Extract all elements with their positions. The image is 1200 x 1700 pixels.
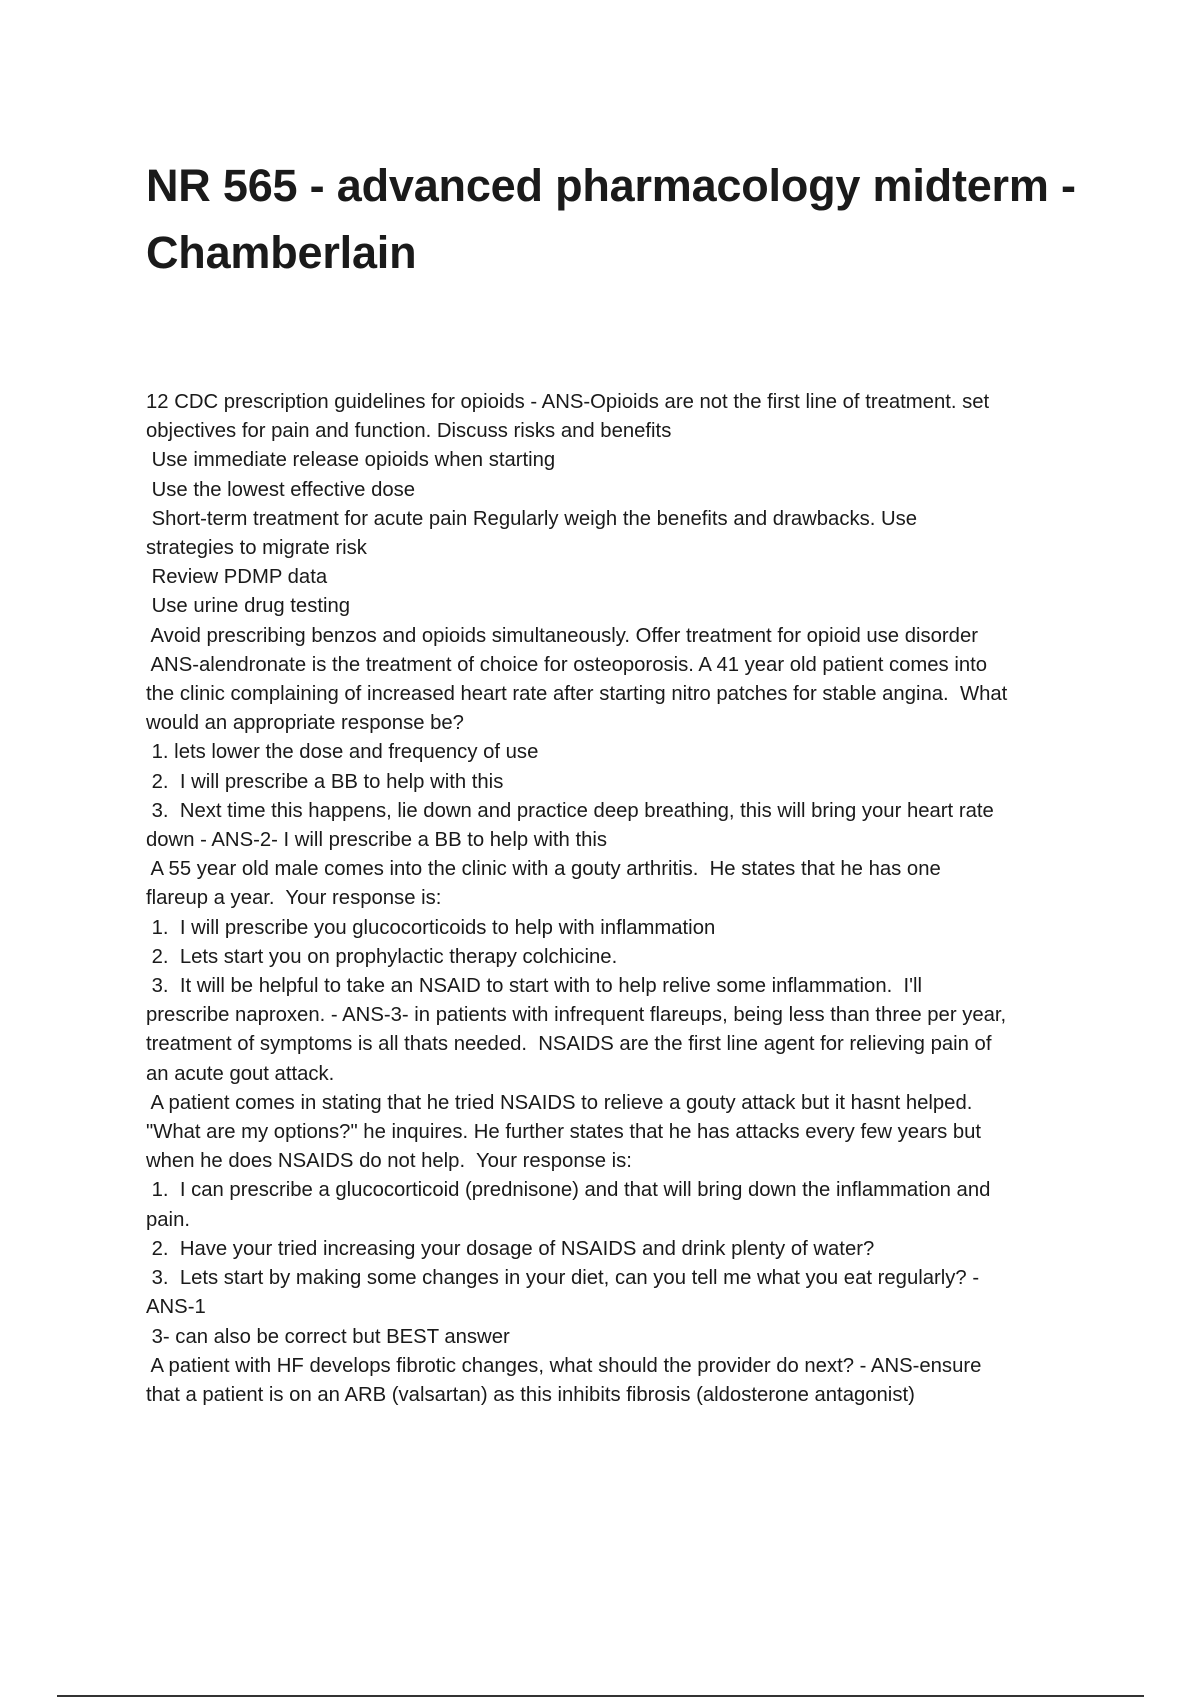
text-line: 12 CDC prescription guidelines for opioids - ANS-Opioids are not the first line of treatment. set [146, 391, 990, 413]
document-body [146, 388, 1092, 1410]
document-title: NR 565 - advanced pharmacology midterm - Chamberlain [146, 160, 1076, 278]
text-line: Use the lowest effective dose [146, 478, 416, 501]
footer-divider [57, 1695, 1144, 1697]
text-line: down - ANS-2- I will prescribe a BB to help with this [146, 829, 608, 852]
text-line: Use urine drug testing [146, 595, 351, 618]
text-line: 2. I will prescribe a BB to help with this [146, 770, 504, 793]
text-line: 2. Lets start you on prophylactic therapy colchicine. [146, 945, 618, 968]
text-line: 3. Next time this happens, lie down and practice deep breathing, this will bring your heart rate [146, 799, 994, 822]
text-line: 3- can also be correct but BEST answer [146, 1325, 510, 1348]
text-line: Short-term treatment for acute pain Regularly weigh the benefits and drawbacks. Use [146, 507, 918, 530]
text-line: 3. Lets start by making some changes in your diet, can you tell me what you eat regularly? - [146, 1267, 980, 1290]
text-line: prescribe naproxen. - ANS-3- in patients with infrequent flareups, being less than three per year, [146, 1004, 1007, 1027]
text-line: an acute gout attack. [146, 1062, 335, 1085]
text-line: the clinic complaining of increased heart rate after starting nitro patches for stable angina. What [146, 683, 1008, 706]
text-line: 1. lets lower the dose and frequency of use [146, 741, 539, 764]
text-line: A patient with HF develops fibrotic changes, what should the provider do next? - ANS-ensure [146, 1354, 982, 1377]
text-line: 1. I can prescribe a glucocorticoid (prednisone) and that will bring down the inflammation and [146, 1179, 991, 1202]
text-line: that a patient is on an ARB (valsartan) as this inhibits fibrosis (aldosterone antagonist) [146, 1383, 915, 1406]
text-line: 1. I will prescribe you glucocorticoids to help with inflammation [146, 916, 716, 939]
text-line: 2. Have your tried increasing your dosage of NSAIDS and drink plenty of water? [146, 1237, 875, 1260]
text-line: strategies to migrate risk [146, 537, 367, 560]
text-line: ANS-alendronate is the treatment of choice for osteoporosis. A 41 year old patient comes into [146, 653, 988, 676]
text-line: flareup a year. Your response is: [146, 887, 442, 910]
text-line: pain. [146, 1208, 190, 1231]
text-line: Avoid prescribing benzos and opioids simultaneously. Offer treatment for opioid use disorder [146, 624, 978, 647]
text-line: objectives for pain and function. Discuss risks and benefits [146, 420, 672, 443]
text-line: Review PDMP data [146, 566, 328, 589]
text-line: when he does NSAIDS do not help. Your response is: [146, 1150, 632, 1173]
text-line: A patient comes in stating that he tried NSAIDS to relieve a gouty attack but it hasnt helped. [146, 1091, 973, 1114]
text-line: would an appropriate response be? [146, 712, 464, 735]
text-line: 3. It will be helpful to take an NSAID to start with to help relive some inflammation. I'll [146, 975, 923, 998]
text-line: A 55 year old male comes into the clinic with a gouty arthritis. He states that he has one [146, 858, 941, 881]
text-line: Use immediate release opioids when starting [146, 449, 556, 472]
text-line: ANS-1 [146, 1296, 206, 1319]
text-line: "What are my options?" he inquires. He further states that he has attacks every few years but [146, 1121, 982, 1144]
text-line: treatment of symptoms is all thats needed. NSAIDS are the first line agent for relieving pain of [146, 1033, 992, 1056]
